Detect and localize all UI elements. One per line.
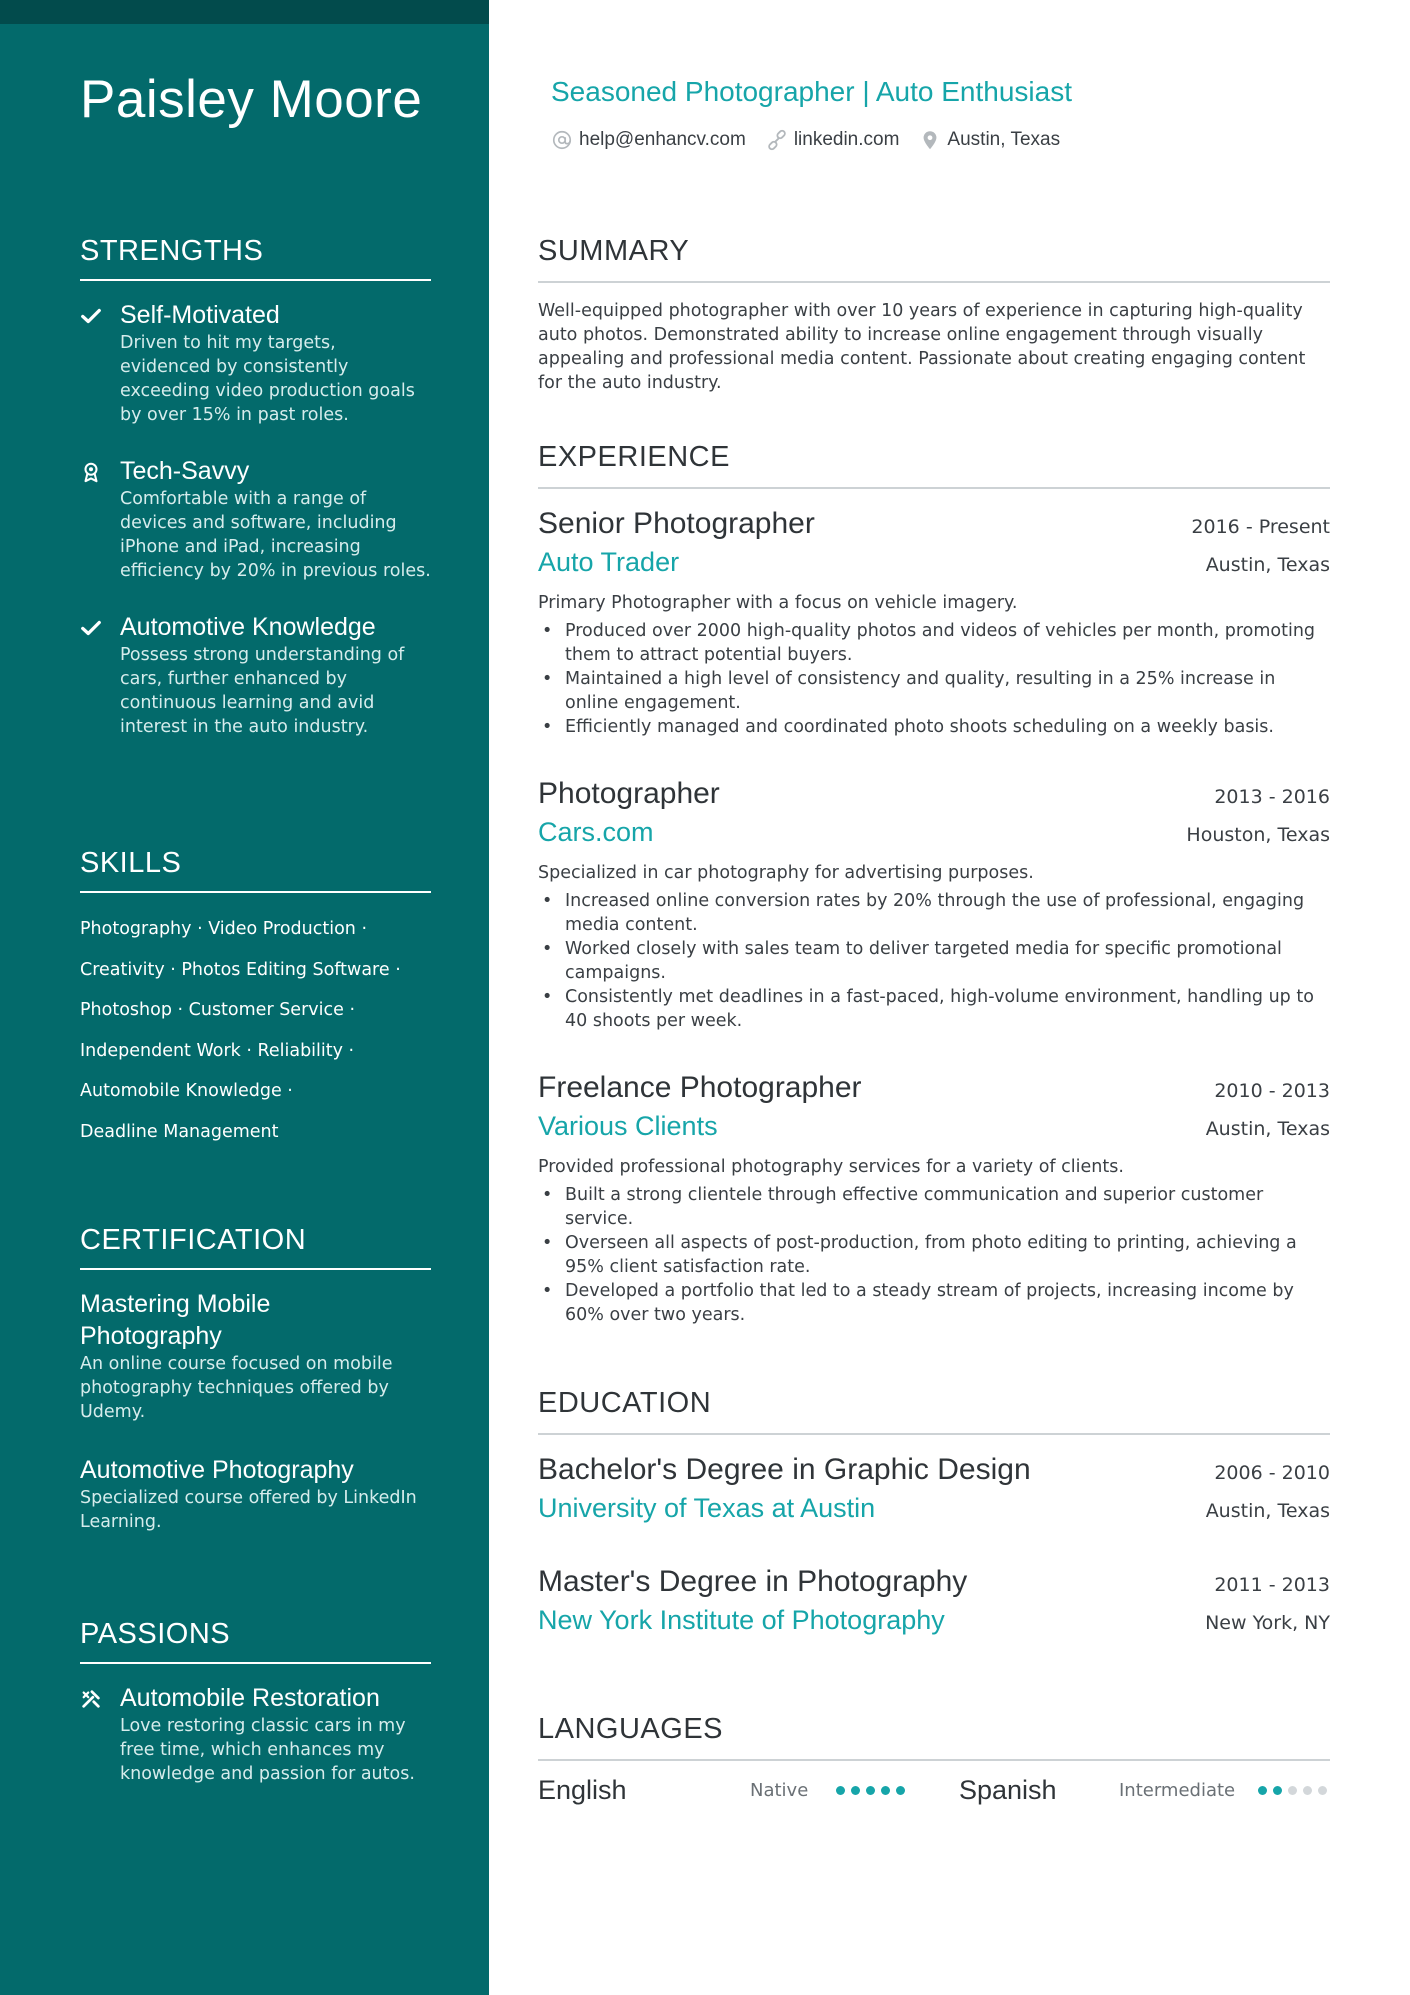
candidate-name: Paisley Moore [80,70,423,129]
education-entry [538,1563,1330,1639]
experience-title: EXPERIENCE [538,439,1330,489]
job-bullets [538,889,1330,1033]
strength-title: Self-Motivated [120,301,280,329]
passions-title: PASSIONS [80,1616,431,1664]
certification-item [80,1288,431,1424]
rating-dot-filled [881,1786,890,1795]
experience-entry [538,775,1330,1033]
bullet-item: • Overseen all aspects of post-production, from photo editing to printing, achieving a 95% client satisfaction rate. [538,1231,1330,1279]
school-location: Austin, Texas [1205,1500,1330,1522]
job-description: Provided professional photography services for a variety of clients. [538,1157,1124,1177]
strengths-title: STRENGTHS [80,233,431,281]
language-name: Spanish [959,1775,1057,1805]
headline: Seasoned Photographer | Auto Enthusiast [551,76,1072,107]
passion-item [80,1682,431,1786]
language-level: Intermediate [1119,1780,1236,1801]
location-pin-icon [919,129,941,151]
education-section [538,1385,1330,1639]
job-location: Austin, Texas [1205,554,1330,576]
job-bullets [538,619,1330,739]
certification-desc: An online course focused on mobile photography techniques offered by Udemy. [80,1354,393,1422]
skill-line: Creativity · Photos Editing Software · [80,959,401,980]
strengths-section [80,233,431,739]
languages-section [538,1711,1330,1806]
skills-list [80,909,431,1152]
strength-title: Automotive Knowledge [120,613,376,641]
rating-dot-empty [1303,1786,1312,1795]
skills-section [80,845,431,1152]
job-bullets [538,1183,1330,1327]
certification-item [80,1454,431,1534]
skill-line: Automobile Knowledge · [80,1081,293,1101]
education-entry [538,1451,1330,1527]
education-title: EDUCATION [538,1385,1330,1435]
job-title: Freelance Photographer [538,1071,862,1104]
skill-line: Photography · Video Production · [80,919,368,939]
certification-name: Mastering Mobile Photography [80,1290,271,1350]
contact-bar [551,129,1060,151]
strength-item [80,455,431,583]
bullet-item: • Consistently met deadlines in a fast-paced, high-volume environment, handling up to 40 shoots per week. [538,985,1330,1033]
rating-dot-filled [836,1786,845,1795]
strength-item [80,299,431,427]
link-icon [766,129,788,151]
rating-dot-filled [1258,1786,1267,1795]
certification-desc: Specialized course offered by LinkedIn Learning. [80,1488,417,1532]
rating-dot-filled [851,1786,860,1795]
bullet-item: • Efficiently managed and coordinated photo shoots scheduling on a weekly basis. [538,715,1330,739]
location-text: Austin, Texas [947,129,1061,150]
contact-website[interactable] [766,129,900,151]
sidebar [0,0,489,1995]
check-icon [80,305,102,327]
school-location: New York, NY [1205,1612,1330,1634]
skill-line: Independent Work · Reliability · [80,1040,355,1061]
skills-title: SKILLS [80,845,431,893]
languages-row [538,1775,1330,1806]
skill-line: Photoshop · Customer Service · [80,1000,356,1020]
at-icon [551,129,573,151]
certification-name: Automotive Photography [80,1456,354,1484]
tools-icon [80,1688,102,1710]
experience-entry [538,505,1330,739]
bullet-item: • Built a strong clientele through effective communication and superior customer service. [538,1183,1330,1231]
award-icon [80,461,102,483]
rating-dot-empty [1318,1786,1327,1795]
passion-title: Automobile Restoration [120,1684,380,1712]
rating-dot-filled [866,1786,875,1795]
school-name: University of Texas at Austin [538,1493,876,1523]
passion-desc: Love restoring classic cars in my free time, which enhances my knowledge and passion for autos. [120,1716,415,1784]
job-title: Photographer [538,777,720,810]
certification-title: CERTIFICATION [80,1222,431,1270]
job-location: Austin, Texas [1205,1118,1330,1140]
check-icon [80,617,102,639]
language-level: Native [750,1780,809,1801]
job-dates: 2016 - Present [1191,516,1330,538]
contact-email[interactable] [551,129,746,151]
summary-title: SUMMARY [538,233,1330,283]
contact-location [919,129,1060,151]
experience-section [538,439,1330,1327]
strength-desc: Comfortable with a range of devices and software, including iPhone and iPad, increasing efficiency by 20% in previous roles. [120,489,431,581]
rating-dot-empty [1288,1786,1297,1795]
company-name: Auto Trader [538,547,680,577]
bullet-item: • Produced over 2000 high-quality photos and videos of vehicles per month, promoting them to attract potential buyers. [538,619,1330,667]
bullet-item: • Increased online conversion rates by 20% through the use of professional, engaging media content. [538,889,1330,937]
education-dates: 2011 - 2013 [1214,1574,1330,1596]
summary-section [538,233,1330,395]
strength-desc: Possess strong understanding of cars, further enhanced by continuous learning and avid interest in the auto industry. [120,645,405,737]
job-dates: 2010 - 2013 [1214,1080,1330,1102]
website-text: linkedin.com [793,129,900,150]
email-text: help@enhancv.com [579,129,746,150]
experience-entry [538,1069,1330,1327]
company-name: Various Clients [538,1111,718,1141]
education-dates: 2006 - 2010 [1214,1462,1330,1484]
strength-desc: Driven to hit my targets, evidenced by consistently exceeding video production goals by over 15% in past roles. [120,333,415,425]
languages-title: LANGUAGES [538,1711,1330,1761]
job-dates: 2013 - 2016 [1214,786,1330,808]
job-description: Specialized in car photography for advertising purposes. [538,863,1034,883]
strength-title: Tech-Savvy [120,457,250,485]
language-rating [836,1786,959,1795]
bullet-item: • Worked closely with sales team to deliver targeted media for specific promotional campaigns. [538,937,1330,985]
rating-dot-filled [1273,1786,1282,1795]
language-rating [1258,1786,1327,1795]
summary-text: Well-equipped photographer with over 10 years of experience in capturing high-quality auto photos. Demonstrated ability to increase online engagement through visually appealing and professional media content. Passionate about creating engaging content for the auto industry. [538,301,1306,393]
degree-name: Master's Degree in Photography [538,1565,968,1598]
job-title: Senior Photographer [538,507,815,540]
skill-line: Deadline Management [80,1121,279,1142]
job-description: Primary Photographer with a focus on vehicle imagery. [538,593,1018,613]
rating-dot-filled [896,1786,905,1795]
bullet-item: • Developed a portfolio that led to a steady stream of projects, increasing income by 60% over two years. [538,1279,1330,1327]
job-location: Houston, Texas [1186,824,1330,846]
degree-name: Bachelor's Degree in Graphic Design [538,1453,1031,1486]
language-name: English [538,1775,627,1805]
sidebar-top-bar [0,0,489,24]
school-name: New York Institute of Photography [538,1605,945,1635]
passions-section [80,1616,431,1786]
strength-item [80,611,431,739]
bullet-item: • Maintained a high level of consistency and quality, resulting in a 25% increase in online engagement. [538,667,1330,715]
company-name: Cars.com [538,817,654,847]
certification-section [80,1222,431,1534]
